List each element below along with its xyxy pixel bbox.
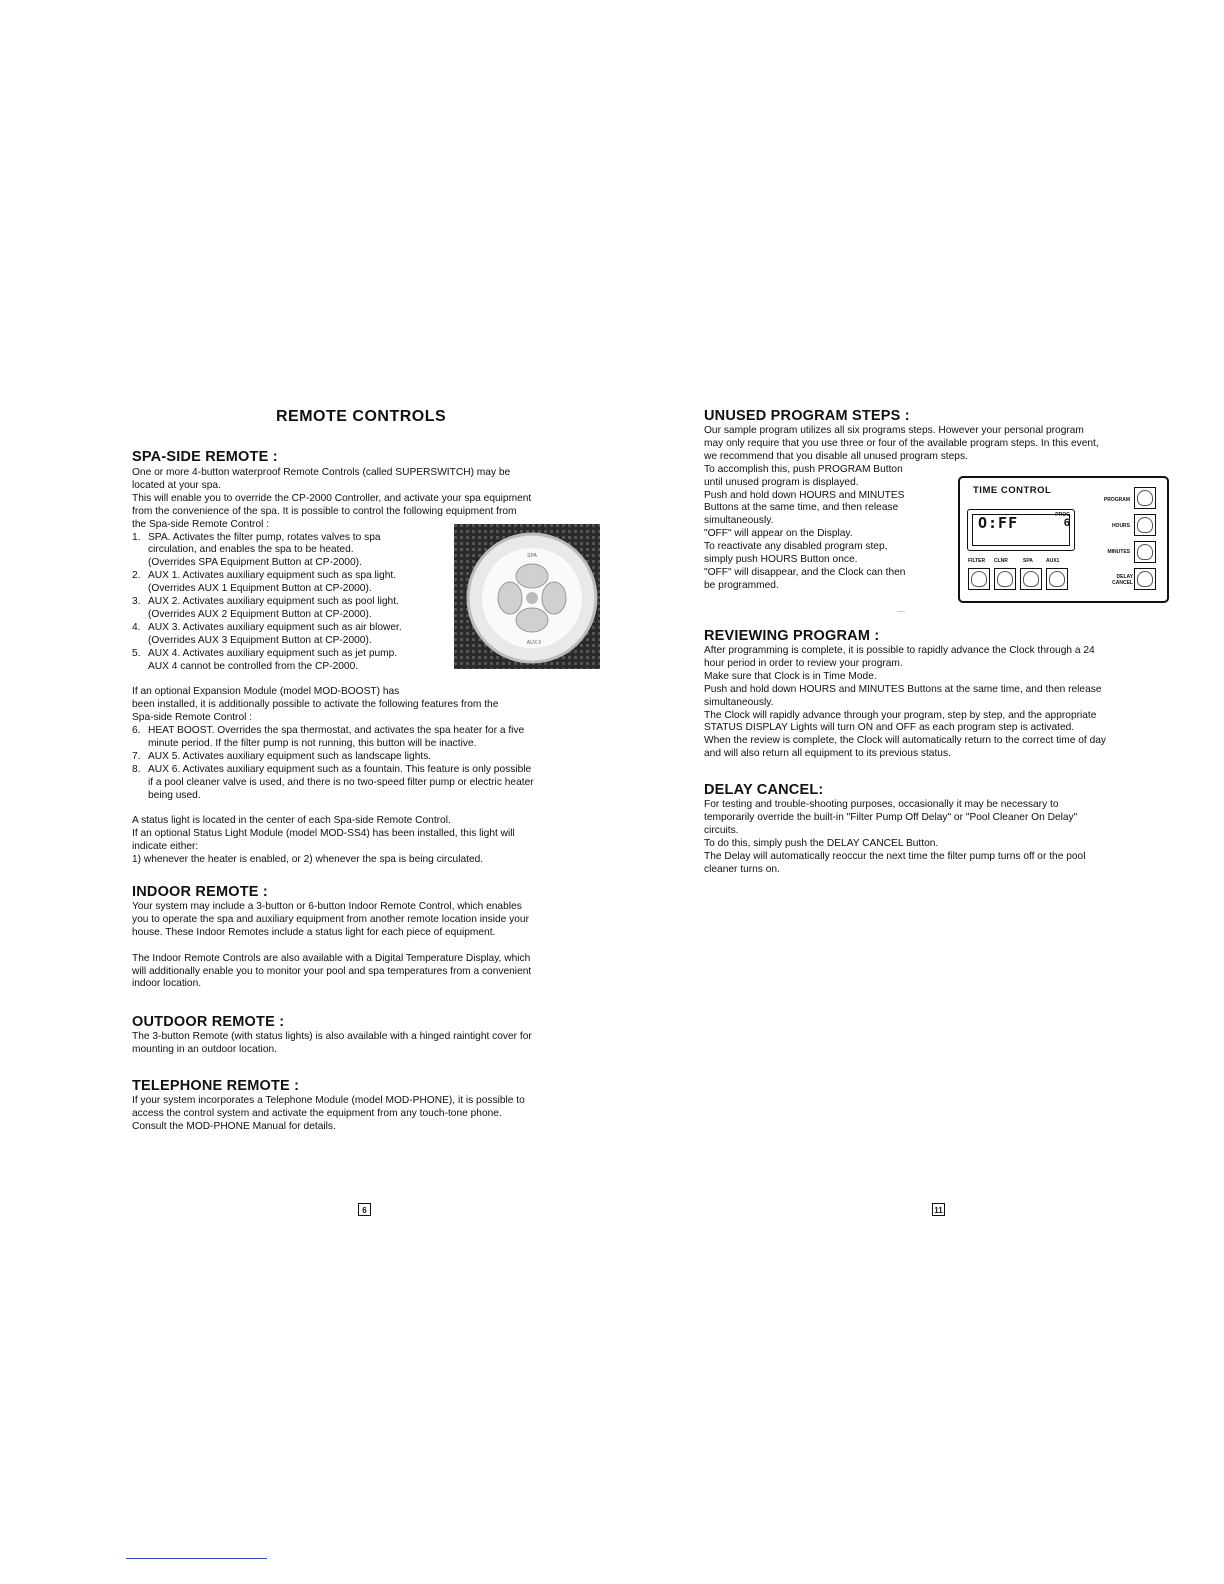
spa-remote-illustration bbox=[454, 524, 600, 669]
status-label-spa: SPA bbox=[1023, 558, 1033, 564]
filter-button[interactable] bbox=[968, 568, 990, 590]
panel-display bbox=[967, 509, 1075, 551]
page-number-right: 11 bbox=[932, 1203, 945, 1216]
unused-steps: To accomplish this, push PROGRAM Button until unused program is displayed. Push and hold down HOURS and MINUTES Buttons at the same time, and then release simultaneously. "OFF" will appear on the Display. To reactivate any disabled program step, simply push HOURS Button once. "OFF" will disappear, and the Clock can then be programmed. bbox=[704, 463, 906, 591]
divider bbox=[897, 611, 905, 612]
reviewing-heading: REVIEWING PROGRAM : bbox=[704, 628, 880, 644]
hours-label: HOURS bbox=[1111, 523, 1130, 529]
list-item: 8. AUX 6. Activates auxiliary equipment such as a fountain. This feature is only possible if a pool cleaner valve is used, and there is no two-speed filter pump or electric heater being used. bbox=[132, 763, 534, 801]
indoor-text: Your system may include a 3-button or 6-button Indoor Remote Control, which enables you to operate the spa and auxiliary equipment from another remote location inside your house. These Indoor Remotes include a status light for each piece of equipment. The Indoor Remote Controls are also available with a Digital Temperature Display, which will additionally enable you to monitor your pool and spa temperatures from a convenient indoor location. bbox=[132, 901, 532, 990]
panel-title: TIME CONTROL bbox=[973, 485, 1052, 496]
status-label-filter: FILTER bbox=[968, 558, 986, 564]
minutes-button[interactable] bbox=[1134, 541, 1156, 563]
minutes-label: MINUTES bbox=[1107, 549, 1130, 555]
list-item: 3. AUX 2. Activates auxiliary equipment such as pool light. (Overrides AUX 2 Equipment Button at CP-2000). bbox=[132, 596, 399, 620]
time-control-panel bbox=[958, 476, 1169, 603]
status-light-text: A status light is located in the center of each Spa-side Remote Control. If an optional Status Light Module (model MOD-SS4) has been installed, this light will indicate either: 1) whenever the heater is enabled, or 2) whenever the spa is being circulated. bbox=[132, 815, 515, 866]
delay-cancel-label: DELAY CANCEL bbox=[1112, 574, 1133, 586]
lcd-readout: O:FF bbox=[978, 514, 1019, 532]
spa-side-intro: One or more 4-button waterproof Remote Controls (called SUPERSWITCH) may be located at your spa. This will enable you to override the CP-2000 Controller, and activate your spa equipment from the convenience of the spa. It is possible to control the following equipment from the Spa-side Remote Control : bbox=[132, 467, 532, 530]
unused-intro: Our sample program utilizes all six programs steps. However your personal program may only require that you use three or four of the available program steps. In this event, we recommend that you disable all unused program steps. bbox=[704, 425, 1099, 462]
delay-text: For testing and trouble-shooting purposes, occasionally it may be necessary to temporarily override the built-in "Filter Pump Off Delay" or "Pool Cleaner On Delay" circuits. To do this, simply push the DELAY CANCEL Button. The Delay will automatically reoccur the next time the filter pump turns off or the pool cleaner turns on. bbox=[704, 799, 1086, 875]
status-label-aux1: AUX1 bbox=[1046, 558, 1060, 564]
photo-label-bottom: AUX 5 bbox=[526, 640, 542, 646]
delay-section bbox=[704, 782, 1169, 876]
expansion-intro: If an optional Expansion Module (model MOD-BOOST) has been installed, it is additionally possible to activate the following features from the Spa-side Remote Control : bbox=[132, 686, 499, 724]
expansion-list bbox=[132, 725, 597, 802]
page-number-left: 6 bbox=[358, 1203, 371, 1216]
outdoor-heading: OUTDOOR REMOTE : bbox=[132, 1014, 285, 1030]
telephone-heading: TELEPHONE REMOTE : bbox=[132, 1078, 300, 1094]
spa-remote-photo bbox=[454, 524, 600, 669]
list-item: 1. SPA. Activates the filter pump, rotates valves to spa circulation, and enables the spa to be heated. (Overrides SPA Equipment Button at CP-2000). bbox=[132, 531, 381, 569]
list-item: 5. AUX 4. Activates auxiliary equipment such as jet pump. AUX 4 cannot be controlled from the CP-2000. bbox=[132, 647, 398, 672]
aux1-button[interactable] bbox=[1046, 568, 1068, 590]
prog-number: 6 bbox=[1063, 517, 1070, 529]
delay-cancel-button[interactable] bbox=[1134, 568, 1156, 590]
hours-button[interactable] bbox=[1134, 514, 1156, 536]
program-button[interactable] bbox=[1134, 487, 1156, 509]
reviewing-section bbox=[704, 628, 1169, 761]
list-item: 7. AUX 5. Activates auxiliary equipment such as landscape lights. bbox=[132, 750, 432, 762]
list-item: 6. HEAT BOOST. Overrides the spa thermostat, and activates the spa heater for a five minute period. If the filter pump is not running, this button will be inactive. bbox=[132, 725, 525, 750]
reviewing-text: After programming is complete, it is possible to rapidly advance the Clock through a 24 hour period in order to review your program. Make sure that Clock is in Time Mode. Push and hold down HOURS and MINUTES Buttons at the same time, and then release simultaneously. The Clock will rapidly advance through your program, step by step, and the appropriate STATUS DISPLAY Lights will turn ON and OFF as each program step is activated. When the review is complete, the Clock will automatically return to the correct time of day and will also return all equipment to its previous status. bbox=[704, 645, 1107, 760]
unused-heading: UNUSED PROGRAM STEPS : bbox=[704, 408, 910, 424]
footer-rule bbox=[126, 1558, 267, 1559]
status-label-clnr: CLNR bbox=[994, 558, 1008, 564]
delay-heading: DELAY CANCEL: bbox=[704, 782, 824, 798]
photo-label-top: SPA bbox=[527, 553, 537, 559]
telephone-text: If your system incorporates a Telephone Module (model MOD-PHONE), it is possible to access the control system and activate the equipment from any touch-tone phone. Consult the MOD-PHONE Manual for details. bbox=[132, 1095, 525, 1132]
list-item: 2. AUX 1. Activates auxiliary equipment such as spa light. (Overrides AUX 1 Equipment Button at CP-2000). bbox=[132, 570, 397, 595]
spa-button[interactable] bbox=[1020, 568, 1042, 590]
program-label: PROGRAM bbox=[1103, 497, 1130, 503]
list-item: 4. AUX 3. Activates auxiliary equipment such as air blower. (Overrides AUX 3 Equipment Button at CP-2000). bbox=[132, 621, 402, 646]
indoor-section bbox=[132, 884, 597, 991]
prog-label: PROG bbox=[1055, 512, 1070, 518]
page-title: REMOTE CONTROLS bbox=[276, 408, 447, 425]
outdoor-text: The 3-button Remote (with status lights) is also available with a hinged raintight cover for mounting in an outdoor location. bbox=[132, 1031, 532, 1055]
cleaner-button[interactable] bbox=[994, 568, 1016, 590]
outdoor-section bbox=[132, 1014, 597, 1057]
indoor-heading: INDOOR REMOTE : bbox=[132, 884, 268, 900]
telephone-section bbox=[132, 1078, 597, 1134]
spa-side-heading: SPA-SIDE REMOTE : bbox=[132, 449, 278, 465]
